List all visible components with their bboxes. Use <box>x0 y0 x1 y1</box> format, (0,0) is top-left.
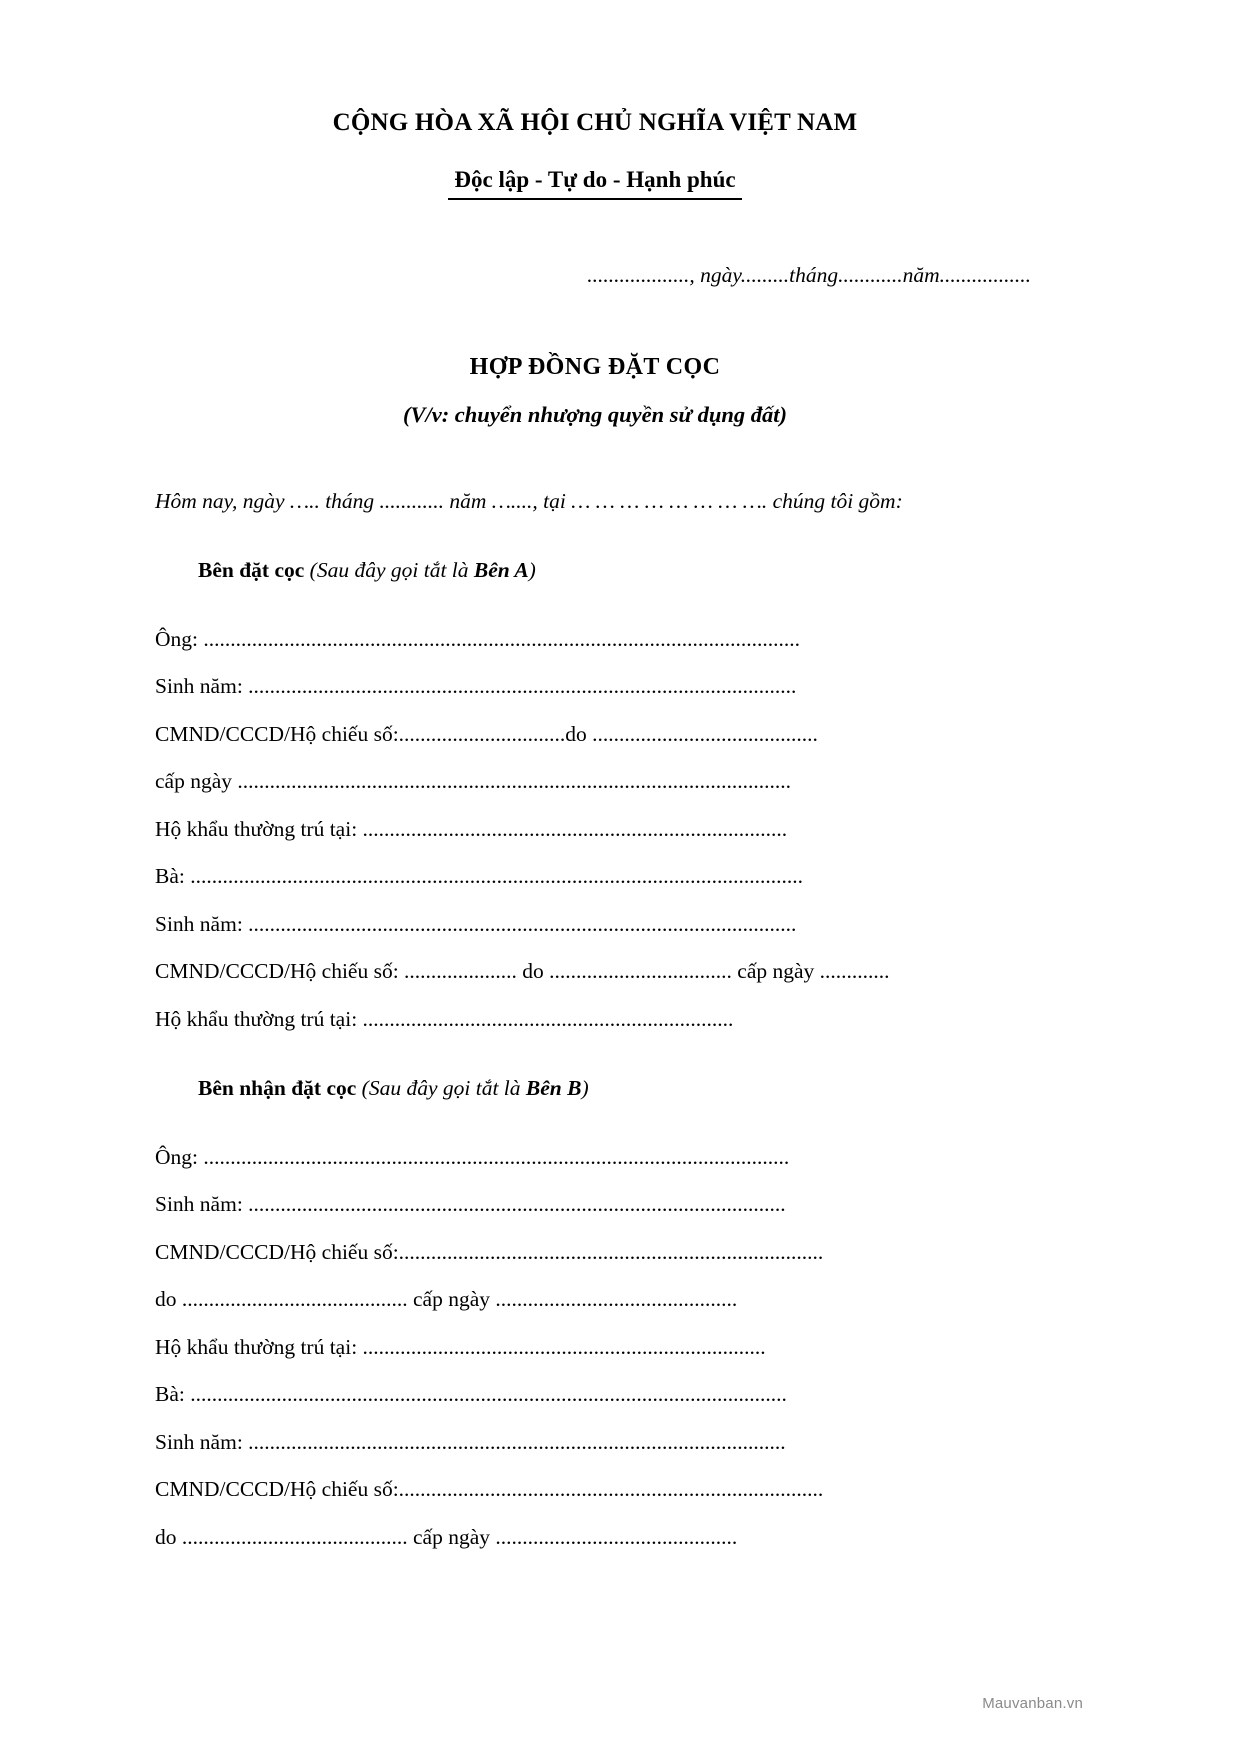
party-b-heading <box>155 1056 1035 1121</box>
document-body <box>155 488 1035 1549</box>
nation-header: CỘNG HÒA XÃ HỘI CHỦ NGHĨA VIỆT NAM <box>332 109 858 136</box>
party-a-heading <box>155 538 1035 603</box>
field-line: do .......................................... cấp ngày ............................................. <box>155 1287 738 1312</box>
field-line: Sinh năm: .................................................................................................... <box>155 1192 786 1217</box>
party-a-alias-name: Bên A <box>473 557 529 582</box>
date-line: ..................., ngày.........tháng............năm................. <box>587 262 1031 287</box>
field-line: Sinh năm: .................................................................................................... <box>155 1429 786 1454</box>
nation-motto: Độc lập - Tự do - Hạnh phúc <box>448 166 741 200</box>
field-line: Hộ khẩu thường trú tại: ........................................................................... <box>155 1334 766 1359</box>
field-line: CMND/CCCD/Hộ chiếu số:...............................do .......................................... <box>155 721 818 746</box>
party-b-alias-suffix: ) <box>581 1075 589 1100</box>
field-line: Sinh năm: ...................................................................................................... <box>155 911 797 936</box>
field-line: CMND/CCCD/Hộ chiếu số:............................................................................... <box>155 1239 824 1264</box>
field-line: Hộ khẩu thường trú tại: ............................................................................... <box>155 816 788 841</box>
field-line: Ông: ............................................................................................................. <box>155 1144 790 1169</box>
party-a-label: Bên đặt cọc <box>198 557 305 582</box>
party-a-alias-suffix: ) <box>528 557 536 582</box>
party-b-alias <box>356 1076 588 1100</box>
field-line: Ông: ............................................................................................................... <box>155 626 800 651</box>
field-line: CMND/CCCD/Hộ chiếu số: ..................... do .................................. cấp ngày ............. <box>155 959 890 984</box>
nation-motto-container <box>155 166 1035 200</box>
party-b-alias-prefix: (Sau đây gọi tắt là <box>356 1075 526 1100</box>
party-b-alias-name: Bên B <box>525 1075 582 1100</box>
opening-statement: Hôm nay, ngày ….. tháng ............ năm …...., tại … … … … … … … …. chúng tôi gồm: <box>155 488 903 513</box>
document-content <box>155 0 1035 1574</box>
party-a-alias <box>304 558 536 582</box>
party-b-label: Bên nhận đặt cọc <box>198 1075 357 1100</box>
field-line: Hộ khẩu thường trú tại: ..................................................................... <box>155 1006 734 1031</box>
field-line: Sinh năm: ...................................................................................................... <box>155 674 797 699</box>
party-a-alias-prefix: (Sau đây gọi tắt là <box>304 557 474 582</box>
page-title: HỢP ĐỒNG ĐẶT CỌC <box>469 353 721 380</box>
field-line: Bà: ............................................................................................................... <box>155 1382 787 1407</box>
site-watermark: Mauvanban.vn <box>982 1695 1083 1712</box>
field-line: CMND/CCCD/Hộ chiếu số:............................................................................... <box>155 1477 824 1502</box>
field-line: do .......................................... cấp ngày ............................................. <box>155 1524 738 1549</box>
document-subtitle: (V/v: chuyển nhượng quyền sử dụng đất) <box>402 401 788 427</box>
field-line: cấp ngày ....................................................................................................... <box>155 769 792 794</box>
field-line: Bà: .................................................................................................................. <box>155 864 803 889</box>
